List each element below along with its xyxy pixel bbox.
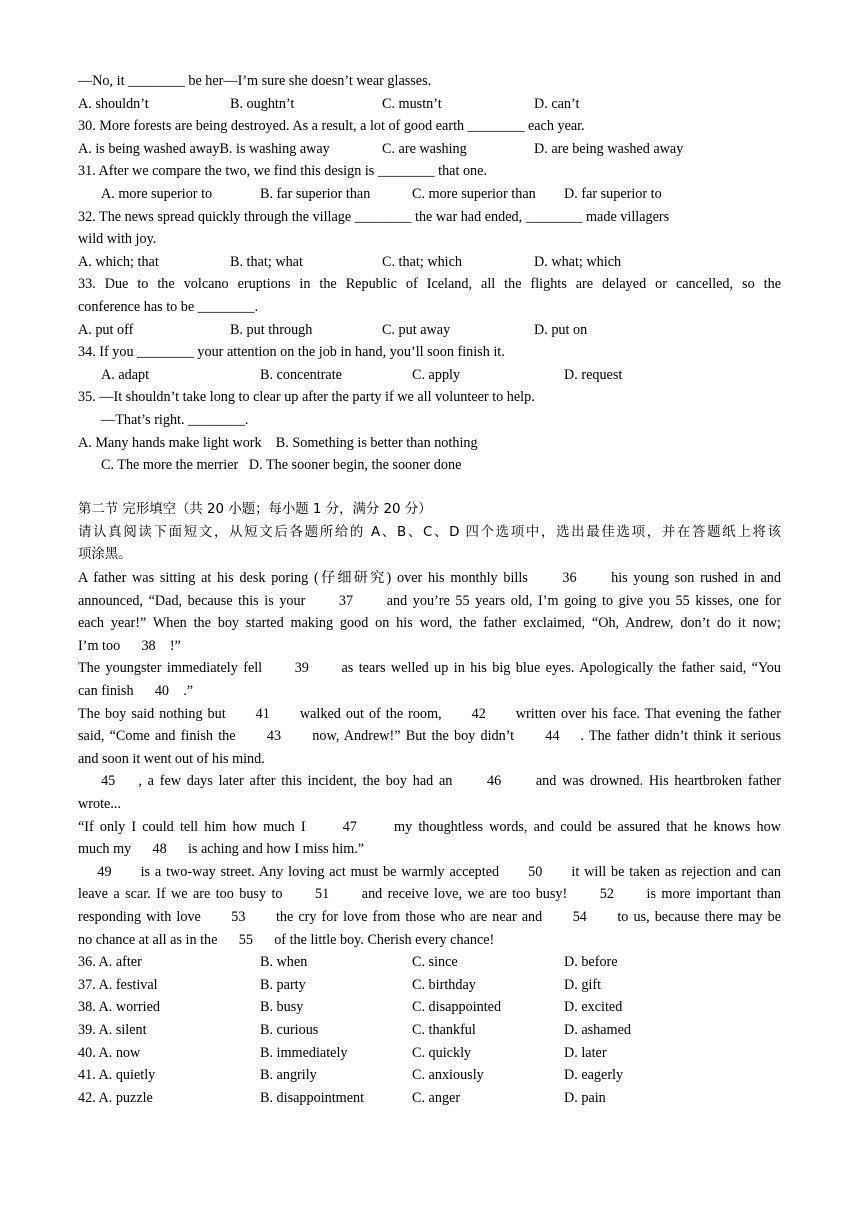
question-34-options [78,364,781,387]
option-b: B. curious [260,1021,319,1038]
option-d: D. ashamed [564,1021,631,1038]
option-d: D. gift [564,976,602,993]
passage-line: wrote... [78,796,121,812]
option-a: 41. A. quietly [78,1067,156,1084]
answer-row-40 [78,1042,781,1065]
option-d: D. later [564,1044,607,1061]
option-b: B. far superior than [260,185,371,202]
answer-row-38 [78,996,781,1019]
question-35-stem-line-2: —That’s right. ________. [101,411,249,428]
option-d: D. far superior to [564,185,662,202]
passage-line: 45 , a few days later after this incident, the boy had an 46 and was drowned. His heartbroken father [78,773,781,790]
question-35-stem-line-1: 35. —It shouldn’t take long to clear up after the party if we all volunteer to help. [78,389,535,406]
passage-line: and soon it went out of his mind. [78,750,265,767]
answer-row-41 [78,1064,781,1087]
passage-line: The boy said nothing but 41 walked out of the room, 42 written over his face. That evening the father [78,705,781,722]
option-d: D. put on [534,321,588,338]
option-a: 36. A. after [78,954,142,971]
question-33-stem-line-2: conference has to be ________. [78,298,259,315]
option-a: A. adapt [101,366,150,383]
option-b: B. angrily [260,1067,317,1084]
option-c: C. anxiously [412,1067,484,1084]
answer-row-39 [78,1019,781,1042]
option-a: 40. A. now [78,1044,141,1061]
passage-line: much my 48 is aching and how I miss him.” [78,841,365,858]
passage-line: can finish 40 .” [78,683,194,700]
passage-line: each year!” When the boy started making good on his word, the father exclaimed, “Oh, Andrew, don’t do it now; [78,615,781,632]
section-2-instructions-line-2: 项涂黑。 [78,547,132,563]
section-gap [78,477,781,500]
option-b: B. busy [260,999,304,1016]
question-30-stem: 30. More forests are being destroyed. As a result, a lot of good earth ________ each year. [78,118,585,135]
question-34-stem: 34. If you ________ your attention on the job in hand, you’ll soon finish it. [78,344,505,361]
passage-line: announced, “Dad, because this is your 37 and you’re 55 years old, I’m going to give you 55 kisses, one for [78,592,781,609]
option-d: D. request [564,366,623,383]
option-d: D. before [564,954,618,971]
option-a: A. put off [78,321,134,338]
option-c: C. thankful [412,1021,476,1038]
option-c: C. are washing [382,140,467,157]
option-c: C. more superior than [412,185,536,202]
option-c: C. that; which [382,253,462,270]
question-32-stem-line-1: 32. The news spread quickly through the village ________ the war had ended, ________ made villagers [78,208,670,225]
question-33-stem-line-1: 33. Due to the volcano eruptions in the Republic of Iceland, all the flights are delayed or cancelled, so the [78,276,781,293]
question-33-options [78,319,781,342]
option-b: B. party [260,976,306,993]
option-d: D. excited [564,999,623,1016]
question-32-options [78,251,781,274]
section-2-title: 第二节 完形填空（共 20 小题；每小题 1 分，满分 20 分） [78,502,432,518]
option-a: A. more superior to [101,185,213,202]
option-a: 37. A. festival [78,976,158,993]
option-ab: A. is being washed awayB. is washing away [78,140,330,157]
question-31-stem: 31. After we compare the two, we find this design is ________ that one. [78,163,487,180]
option-b: B. put through [230,321,313,338]
option-c: C. mustn’t [382,95,442,112]
option-a: A. shouldn’t [78,95,149,112]
question-30-options [78,138,781,161]
option-a: 42. A. puzzle [78,1089,153,1106]
answer-row-37 [78,974,781,997]
option-b: B. concentrate [260,366,342,383]
option-d: D. pain [564,1089,606,1106]
section-2-instructions-line-1: 请认真阅读下面短文，从短文后各题所给的 A、B、C、D 四个选项中，选出最佳选项，并在答题纸上将该 [78,524,781,540]
passage-line: leave a scar. If we are too busy to 51 and receive love, we are too busy! 52 is more important than [78,886,781,903]
option-d: D. what; which [534,253,622,270]
option-c: C. disappointed [412,999,502,1016]
option-c: C. apply [412,366,461,383]
option-c: C. since [412,954,458,971]
option-b: B. disappointment [260,1089,365,1106]
answer-row-42 [78,1087,781,1110]
option-d: D. are being washed away [534,140,684,157]
passage-line: 49 is a two-way street. Any loving act must be warmly accepted 50 it will be taken as rejection and can [78,863,781,880]
exam-page [78,70,781,1109]
option-b: B. oughtn’t [230,95,295,112]
question-31-options [78,183,781,206]
question-29-stem: —No, it ________ be her—I’m sure she doesn’t wear glasses. [78,73,432,89]
option-d: D. can’t [534,95,580,112]
question-29-options [78,93,781,116]
option-c: C. quickly [412,1044,472,1061]
question-35-options-line-1: A. Many hands make light work B. Something is better than nothing [78,434,478,451]
option-b: B. when [260,954,308,971]
option-c: C. anger [412,1089,461,1106]
passage-line: “If only I could tell him how much I 47 my thoughtless words, and could be assured that he knows how [78,818,781,835]
answer-row-36 [78,951,781,974]
passage-line: I’m too 38 !” [78,637,181,654]
option-a: 39. A. silent [78,1021,147,1038]
option-b: B. that; what [230,253,303,270]
passage-line: A father was sitting at his desk poring (仔细研究) over his monthly bills 36 his young son rushed in and [78,570,781,587]
question-35-options-line-2: C. The more the merrier D. The sooner begin, the sooner done [101,457,462,474]
passage-line: said, “Come and finish the 43 now, Andrew!” But the boy didn’t 44 . The father didn’t think it serious [78,728,781,745]
passage-line: no chance at all as in the 55 of the little boy. Cherish every chance! [78,931,495,948]
option-d: D. eagerly [564,1067,624,1084]
option-c: C. birthday [412,976,476,993]
option-a: 38. A. worried [78,999,160,1016]
option-b: B. immediately [260,1044,348,1061]
passage-line: responding with love 53 the cry for love from those who are near and 54 to us, because there may be [78,908,781,925]
passage-line: The youngster immediately fell 39 as tears welled up in his big blue eyes. Apologically the father said, “You [78,660,781,677]
option-c: C. put away [382,321,451,338]
option-a: A. which; that [78,253,159,270]
question-32-stem-line-2: wild with joy. [78,231,157,248]
